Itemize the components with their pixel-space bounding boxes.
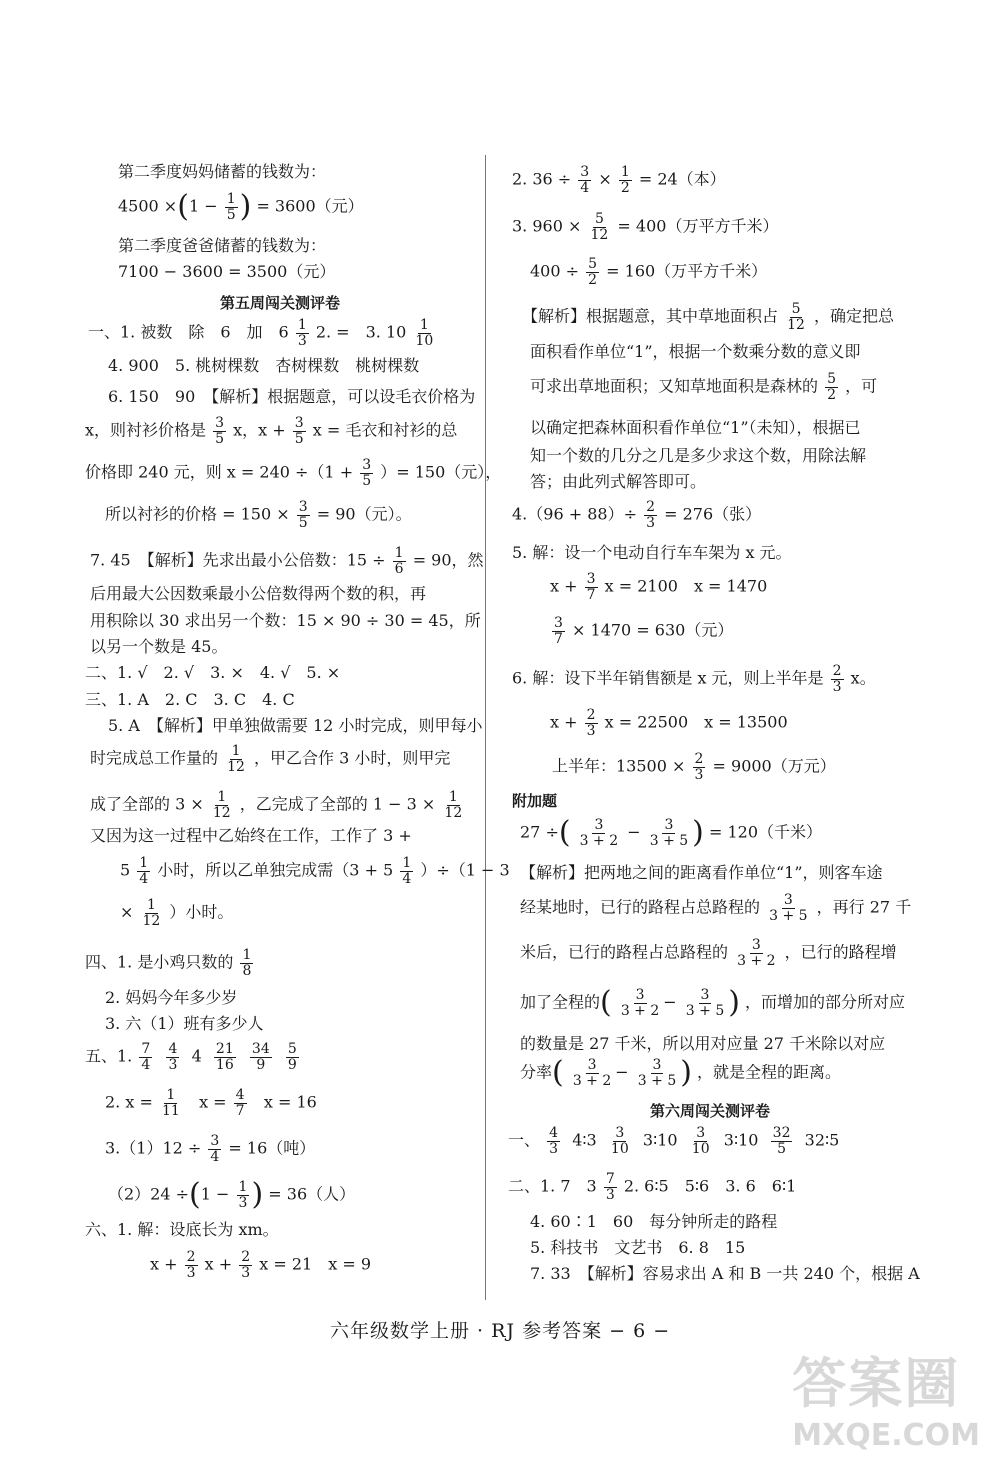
answer-line: 一、1. 被数 除 6 加 6 $\frac{1}{3}$ 2. = 3. 10 $\frac{1}{10}$ (88, 317, 434, 349)
fraction: $\frac{3}{3 + 5}$ (769, 892, 808, 924)
fraction: $\frac{34}{9}$ (251, 1041, 270, 1073)
text-line: 7100 − 3600 = 3500（元） (118, 262, 336, 281)
fraction: $\frac{1}{11}$ (161, 1087, 180, 1119)
fraction: $\frac{5}{2}$ (827, 371, 837, 403)
fraction: $\frac{2}{3}$ (186, 1249, 196, 1281)
fraction: $\frac{1}{6}$ (394, 545, 404, 577)
fraction: $\frac{3}{3 + 2}$ (579, 817, 619, 849)
answer-line: 分率( $\frac{3}{3 + 2}$ − $\frac{3}{3 + 5}$ ) ，就是全程的距离。 (520, 1055, 842, 1091)
answer-line: 经某地时，已行的路程占总路程的 $\frac{3}{3 + 5}$ ，再行 27 千 (520, 892, 912, 924)
fraction: $\frac{21}{16}$ (215, 1041, 234, 1073)
answer-line: 【解析】根据题意，其中草地面积占 $\frac{5}{12}$ ，确定把总 (522, 301, 895, 333)
fraction: $\frac{2}{3}$ (694, 751, 704, 783)
answer-line: 三、1. A 2. C 3. C 4. C (85, 690, 295, 709)
answer-line: 4. 900 5. 桃树棵数 杏树棵数 桃树棵数 (108, 356, 420, 375)
answer-line: 答；由此列式解答即可。 (530, 472, 707, 491)
formula-line: 4500 ×(1 − $\frac{1}{5}$ ) = 3600（元） (118, 189, 364, 225)
answer-line: 以另一个数是 45。 (90, 637, 228, 656)
answer-line: 二、1. √ 2. √ 3. × 4. √ 5. × (85, 663, 341, 682)
answer-line: 加了全程的( $\frac{3}{3 + 2}$ − $\frac{3}{3 + 5}$ ) ，而增加的部分所对应 (520, 985, 906, 1021)
fraction: $\frac{3}{10}$ (691, 1125, 710, 1157)
answer-line: 7. 45 【解析】先求出最小公倍数：15 ÷ $\frac{1}{6}$ = 90，然 (90, 545, 484, 577)
answer-line: 5. 解：设一个电动自行车车架为 x 元。 (512, 543, 792, 562)
fraction: $\frac{3}{4}$ (580, 164, 590, 196)
fraction: $\frac{2}{3}$ (586, 707, 596, 739)
fraction: $\frac{4}{3}$ (168, 1041, 178, 1073)
answer-line: 400 ÷ $\frac{5}{2}$ = 160（万平方千米） (530, 256, 768, 288)
answer-line: 成了全部的 3 × $\frac{1}{12}$ ，乙完成了全部的 1 − 3 × $\frac{1}{12}$ (90, 789, 463, 821)
fraction: $\frac{1}{12}$ (212, 789, 231, 821)
fraction: $\frac{7}{3}$ (605, 1171, 615, 1203)
fraction: $\frac{32}{5}$ (772, 1125, 791, 1157)
fraction: $\frac{1}{4}$ (402, 855, 412, 887)
answer-line: 所以衬衫的价格 = 150 × $\frac{3}{5}$ = 90（元）。 (105, 499, 412, 531)
fraction: $\frac{7}{4}$ (141, 1041, 151, 1073)
answer-line: 2. 妈妈今年多少岁 (105, 988, 238, 1007)
fraction: $\frac{3}{4}$ (210, 1133, 220, 1165)
answer-line: 四、1. 是小鸡只数的 $\frac{1}{8}$ (85, 947, 252, 979)
fraction: $\frac{1}{4}$ (139, 855, 149, 887)
fraction: $\frac{1}{10}$ (415, 317, 434, 349)
section-label: 附加题 (512, 792, 558, 810)
answer-line: 4. 60∶1 60 每分钟所走的路程 (530, 1212, 778, 1231)
answer-line: × $\frac{1}{12}$ ）小时。 (120, 897, 234, 929)
fraction: $\frac{2}{3}$ (832, 663, 842, 695)
fraction: $\frac{3}{7}$ (586, 571, 596, 603)
fraction: $\frac{5}{9}$ (287, 1041, 297, 1073)
watermark-url: MXQE.COM (792, 1418, 980, 1453)
text-line: 第二季度妈妈储蓄的钱数为： (118, 162, 327, 181)
answer-line: 27 ÷( $\frac{3}{3 + 2}$ − $\frac{3}{3 + 5}$ ) = 120（千米） (520, 815, 823, 851)
fraction: $\frac{3}{3 + 5}$ (637, 1057, 677, 1089)
answer-line: x + $\frac{2}{3}$ x + $\frac{2}{3}$ x = 21 x = 9 (150, 1249, 371, 1281)
fraction: $\frac{2}{3}$ (646, 499, 655, 531)
answer-line: 2. x = $\frac{1}{11}$ x = $\frac{4}{7}$ x = 16 (105, 1087, 317, 1119)
answer-line: 六、1. 解：设底长为 xm。 (85, 1220, 279, 1239)
answer-line: x + $\frac{3}{7}$ x = 2100 x = 1470 (550, 571, 768, 603)
watermark (792, 1341, 980, 1453)
fraction: $\frac{3}{3 + 5}$ (685, 987, 725, 1019)
answer-line: 3. 960 × $\frac{5}{12}$ = 400（万平方千米） (512, 211, 779, 243)
answer-line: 价格即 240 元，则 x = 240 ÷（1 + $\frac{3}{5}$ ）= 150（元）， (85, 457, 502, 489)
answer-line: 7. 33 【解析】容易求出 A 和 B 一共 240 个，根据 A (530, 1264, 920, 1283)
answer-line: 时完成总工作量的 $\frac{1}{12}$ ，甲乙合作 3 小时，则甲完 (90, 743, 451, 775)
fraction: $\frac{3}{10}$ (610, 1125, 629, 1157)
answer-line: （2）24 ÷(1 − $\frac{1}{3}$ ) = 36（人） (108, 1177, 356, 1213)
answer-line: 米后，已行的路程占总路程的 $\frac{3}{3 + 2}$ ，已行的路程增 (520, 937, 897, 969)
fraction: $\frac{3}{3 + 5}$ (649, 817, 689, 849)
answer-line: 【解析】把两地之间的距离看作单位“1”，则客车途 (520, 863, 883, 882)
answer-line: 后用最大公因数乘最小公倍数得两个数的积，再 (90, 584, 427, 603)
column-divider (485, 155, 486, 1300)
fraction: $\frac{1}{3}$ (238, 1179, 248, 1211)
answer-line: 3.（1）12 ÷ $\frac{3}{4}$ = 16（吨） (105, 1133, 316, 1165)
answer-line: 5. 科技书 文艺书 6. 8 15 (530, 1238, 746, 1257)
answer-line: 6. 150 90 【解析】根据题意，可以设毛衣价格为 (108, 387, 476, 406)
watermark-logo: 答案圈 (792, 1352, 961, 1415)
fraction: $\frac{3}{5}$ (362, 457, 372, 489)
answer-line: 6. 解：设下半年销售额是 x 元，则上半年是 $\frac{2}{3}$ x。 (512, 663, 876, 695)
answer-line: 上半年：13500 × $\frac{2}{3}$ = 9000（万元） (552, 751, 836, 783)
fraction: $\frac{3}{3 + 2}$ (620, 987, 660, 1019)
fraction: $\frac{2}{3}$ (241, 1249, 251, 1281)
fraction: $\frac{1}{12}$ (142, 897, 161, 929)
answer-line: 知一个数的几分之几是多少求这个数，用除法解 (530, 446, 867, 465)
answer-line: 又因为这一过程中乙始终在工作，工作了 3 + (90, 826, 412, 845)
answer-line: 五、1. $\frac{7}{4}$ $\frac{4}{3}$ 4 $\frac{21}{16}$ $\frac{34}{9}$ $\frac{5}{9}$ (85, 1041, 297, 1073)
fraction: $\frac{1}{5}$ (226, 191, 236, 223)
fraction: $\frac{3}{3 + 2}$ (737, 937, 776, 969)
answer-line: 5 $\frac{1}{4}$ 小时，所以乙单独完成需（3 + 5 $\frac{1}{4}$ ）÷（1 − 3 (120, 855, 510, 887)
answer-line: x，则衬衫价格是 $\frac{3}{5}$ x，x + $\frac{3}{5}$ x = 毛衣和衬衫的总 (85, 415, 458, 447)
section-title: 第六周闯关测评卷 (649, 1102, 770, 1120)
answer-line: 的数量是 27 千米，所以用对应量 27 千米除以对应 (520, 1034, 886, 1053)
answer-line: 4.（96 + 88）÷ $\frac{2}{3}$ = 276（张） (512, 499, 762, 531)
fraction: $\frac{1}{12}$ (444, 789, 463, 821)
answer-line: 用积除以 30 求出另一个数：15 × 90 ÷ 30 = 45，所 (90, 611, 481, 630)
fraction: $\frac{4}{3}$ (549, 1125, 559, 1157)
fraction: $\frac{5}{12}$ (787, 301, 805, 333)
fraction: $\frac{3}{5}$ (294, 415, 304, 447)
fraction: $\frac{1}{8}$ (242, 947, 252, 979)
fraction: $\frac{3}{5}$ (215, 415, 225, 447)
answer-line: 2. 36 ÷ $\frac{3}{4}$ × $\frac{1}{2}$ = 24（本） (512, 164, 726, 196)
answer-line: 面积看作单位“1”，根据一个数乘分数的意义即 (530, 342, 861, 361)
fraction: $\frac{4}{7}$ (235, 1087, 245, 1119)
fraction: $\frac{1}{3}$ (297, 317, 307, 349)
answer-line: 3. 六（1）班有多少人 (105, 1014, 264, 1033)
fraction: $\frac{5}{2}$ (588, 256, 598, 288)
answer-line: 可求出草地面积；又知草地面积是森林的 $\frac{5}{2}$ ，可 (530, 371, 878, 403)
answer-line: 一、 $\frac{4}{3}$ 4∶3 $\frac{3}{10}$ 3∶10 $\frac{3}{10}$ 3∶10 $\frac{32}{5}$ 32∶5 (508, 1125, 840, 1157)
fraction: $\frac{5}{12}$ (590, 211, 609, 243)
fraction: $\frac{1}{12}$ (227, 743, 245, 775)
answer-line: $\frac{3}{7}$ × 1470 = 630（元） (554, 615, 734, 647)
section-title: 第五周闯关测评卷 (219, 294, 340, 312)
answer-line: 二、1. 7 3 $\frac{7}{3}$ 2. 6∶5 5∶6 3. 6 6∶1 (508, 1171, 797, 1203)
fraction: $\frac{3}{3 + 2}$ (572, 1057, 612, 1089)
answer-line: x + $\frac{2}{3}$ x = 22500 x = 13500 (550, 707, 788, 739)
fraction: $\frac{3}{5}$ (298, 499, 308, 531)
fraction: $\frac{3}{7}$ (554, 615, 563, 647)
text-line: 第二季度爸爸储蓄的钱数为： (118, 236, 327, 255)
answer-line: 以确定把森林面积看作单位“1”（未知），根据已 (530, 418, 861, 437)
fraction: $\frac{1}{2}$ (620, 164, 630, 196)
answer-line: 5. A 【解析】甲单独做需要 12 小时完成，则甲每小 (108, 716, 483, 735)
page-footer: 六年级数学上册 · RJ 参考答案 − 6 − (330, 1320, 671, 1342)
